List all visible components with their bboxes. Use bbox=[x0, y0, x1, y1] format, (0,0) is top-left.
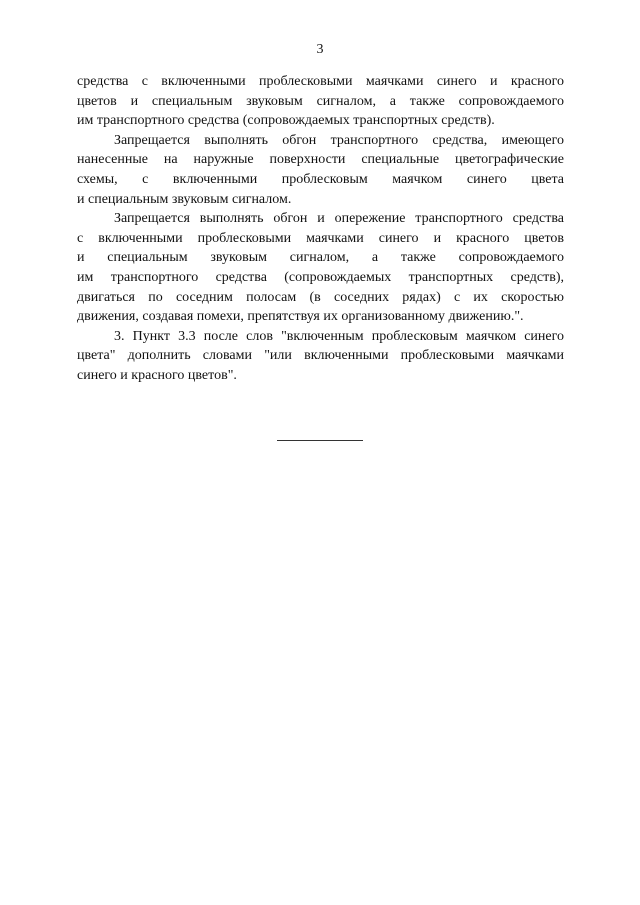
text-line: 3. Пункт 3.3 после слов "включенным проблесковым маячком синего bbox=[114, 328, 564, 344]
paragraph-continuation bbox=[77, 72, 564, 131]
document-body bbox=[77, 72, 564, 386]
text-line: им транспортного средства (сопровождаемых транспортных средств), bbox=[77, 269, 564, 285]
text-line: цвета" дополнить словами "или включенными проблесковыми маячками bbox=[77, 348, 564, 364]
page-number: 3 bbox=[316, 42, 324, 57]
text-line: синего и красного цветов". bbox=[77, 367, 237, 383]
closing-divider bbox=[277, 440, 363, 441]
text-line: Запрещается выполнять обгон и опережение транспортного средства bbox=[114, 211, 564, 227]
paragraph-overtaking-escort bbox=[77, 209, 564, 327]
text-line: двигаться по соседним полосам (в соседних рядах) с их скоростью bbox=[77, 289, 564, 305]
text-line: цветов и специальным звуковым сигналом, а также сопровождаемого bbox=[77, 93, 564, 109]
text-line: и специальным звуковым сигналом. bbox=[77, 191, 292, 207]
text-line: движения, создавая помехи, препятствуя их организованному движению.". bbox=[77, 309, 524, 325]
paragraph-item-3 bbox=[77, 327, 564, 386]
text-line: схемы, с включенными проблесковым маячком синего цвета bbox=[77, 171, 564, 187]
paragraph-overtaking-color-schemes bbox=[77, 131, 564, 209]
text-line: средства с включенными проблесковыми маячками синего и красного bbox=[77, 74, 564, 89]
text-line: и специальным звуковым сигналом, а также сопровождаемого bbox=[77, 250, 564, 266]
text-line: с включенными проблесковыми маячками синего и красного цветов bbox=[77, 230, 564, 246]
text-line: нанесенные на наружные поверхности специальные цветографические bbox=[77, 152, 564, 168]
text-line: им транспортного средства (сопровождаемых транспортных средств). bbox=[77, 113, 495, 129]
text-line: Запрещается выполнять обгон транспортного средства, имеющего bbox=[114, 132, 564, 148]
